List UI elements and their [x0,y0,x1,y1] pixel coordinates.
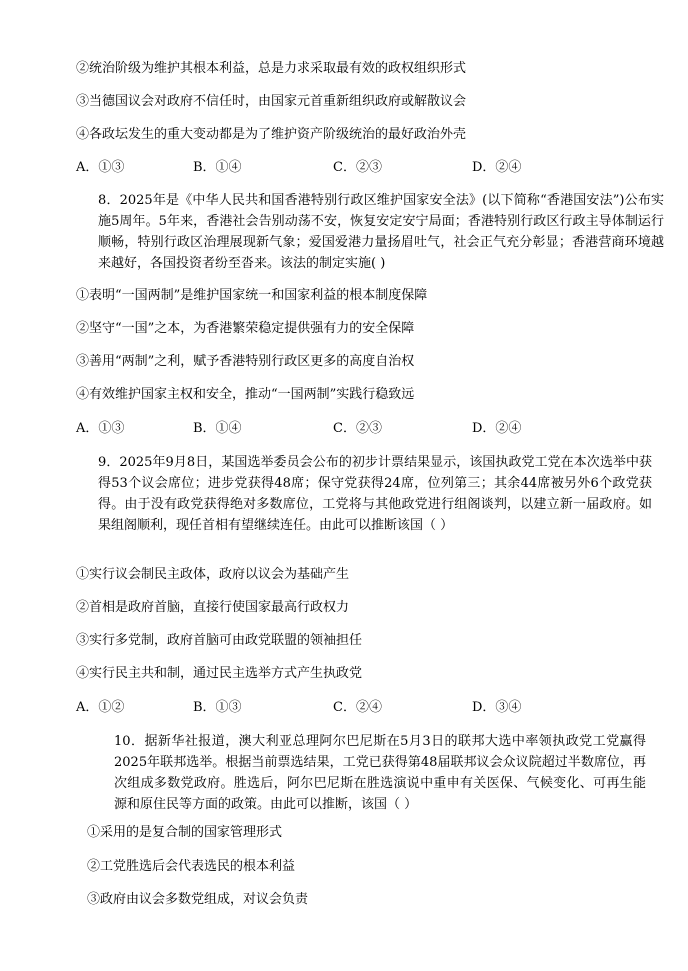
q9-item-1: ①实行议会制民主政体，政府以议会为基础产生 [76,567,350,582]
q9-item-2: ②首相是政府首脑，直接行使国家最高行政权力 [76,600,350,615]
q8-stem: 8．2025年是《中华人民共和国香港特别行政区维护国家安全法》(以下简称“香港国安法”)公布实施5周年。5年来，香港社会告别动荡不安，恢复安定安宁局面；香港特别行政区行政主导体制运行顺畅，特别行政区治理展现新气象；爱国爱港力量扬眉吐气，社会正气充分彰显；香港营商环境越来越好，各国投资者纷至沓来。该法的制定实施( ) [98,193,664,271]
q10-item-2: ②工党胜选后会代表选民的根本利益 [87,859,296,874]
prev-option-c: C．②③ [333,160,382,175]
prev-option-b: B．①④ [193,160,242,175]
q10-item-1: ①采用的是复合制的国家管理形式 [87,825,283,840]
q9-option-d: D．③④ [472,700,522,715]
q9-item-4: ④实行民主共和制，通过民主选举方式产生执政党 [76,666,363,681]
q8-item-3: ③善用“两制”之利，赋予香港特别行政区更多的高度自治权 [76,354,415,369]
q9-option-b: B．①③ [193,700,242,715]
prev-item-2: ②统治阶级为维护其根本利益，总是力求采取最有效的政权组织形式 [76,61,467,76]
q9-item-3: ③实行多党制，政府首脑可由政党联盟的领袖担任 [76,633,363,648]
q8-option-c: C．②③ [333,421,382,436]
prev-item-4: ④各政坛发生的重大变动都是为了维护资产阶级统治的最好政治外壳 [76,127,467,142]
q8-option-a: A．①③ [76,421,125,436]
prev-option-d: D．②④ [472,160,522,175]
q9-option-c: C．②④ [333,700,382,715]
q10-stem: 10．据新华社报道，澳大利亚总理阿尔巴尼斯在5月3日的联邦大选中率领执政党工党赢得2025年联邦选举。根据当前票选结果，工党已获得第48届联邦议会众议院超过半数席位，再次组成多数党政府。胜选后，阿尔巴尼斯在胜选演说中重申有关医保、气候变化、可再生能源和原住民等方面的政策。由此可以推断，该国（ ） [114,734,646,812]
q8-item-1: ①表明“一国两制”是维护国家统一和国家利益的根本制度保障 [76,288,428,303]
q10-item-3: ③政府由议会多数党组成，对议会负责 [87,892,309,907]
prev-option-a: A．①③ [76,160,125,175]
q8-option-b: B．①④ [193,421,242,436]
q8-option-d: D．②④ [472,421,522,436]
q9-stem: 9．2025年9月8日，某国选举委员会公布的初步计票结果显示，该国执政党工党在本次选举中获得53个议会席位；进步党获得48席；保守党获得24席，位列第三；其余44席被另外6个政党获得。由于没有政党获得绝对多数席位，工党将与其他政党进行组阁谈判，以建立新一届政府。如果组阁顺利，现任首相有望继续连任。由此可以推断该国（ ） [98,455,652,533]
q8-item-2: ②坚守“一国”之本，为香港繁荣稳定提供强有力的安全保障 [76,321,415,336]
q9-option-a: A．①② [76,700,125,715]
q8-item-4: ④有效维护国家主权和安全，推动“一国两制”实践行稳致远 [76,387,415,402]
prev-item-3: ③当德国议会对政府不信任时，由国家元首重新组织政府或解散议会 [76,94,467,109]
